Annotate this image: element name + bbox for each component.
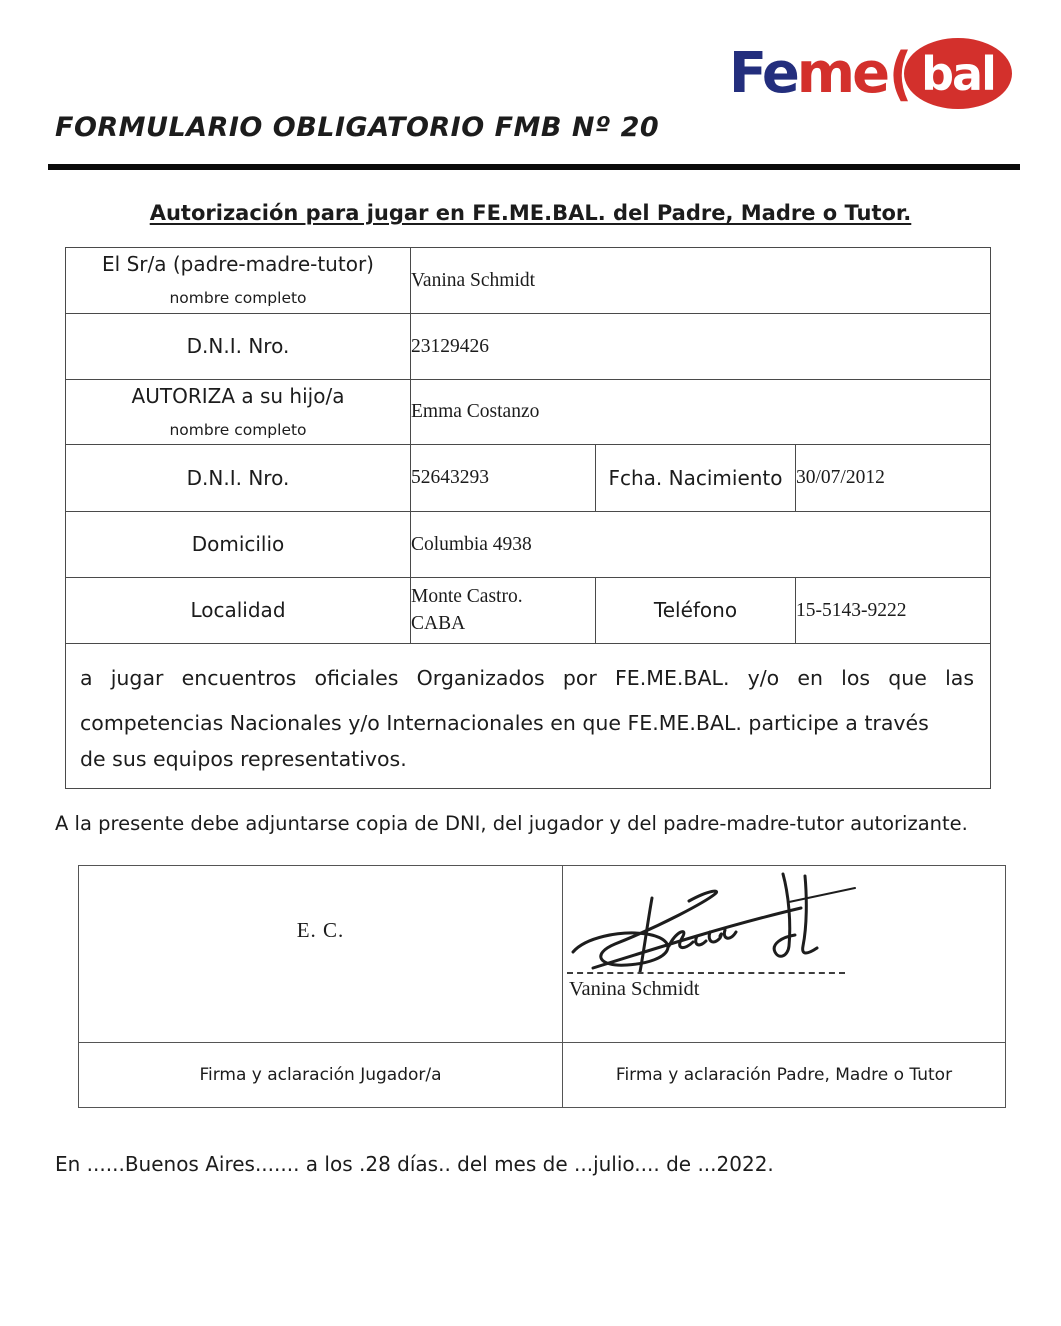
table-row [66,644,991,789]
field-value-locality: Monte Castro. CABA [411,578,596,644]
guardian-signature-cell [563,866,1006,1043]
authorization-paragraph: a jugar encuentros oficiales Organizados por FE.ME.BAL. y/o en los que las competencias Nacionales y/o Internacionales en que FE.ME.BAL. participe a través [80,666,975,735]
field-label-birthdate: Fcha. Nacimiento [596,445,796,512]
page-title: FORMULARIO OBLIGATORIO FMB Nº 20 [55,112,660,143]
field-value-birthdate: 30/07/2012 [796,445,991,512]
logo-text-me: me [796,40,888,106]
player-signature-caption: Firma y aclaración Jugador/a [79,1043,563,1108]
attachment-note: A la presente debe adjuntarse copia de DNI, del jugador y del padre-madre-tutor autorizante. [55,812,968,835]
field-label-authorizes: AUTORIZA a su hijo/a nombre completo [66,380,411,445]
table-row [66,248,991,314]
player-signature-cell: E. C. [79,866,563,1043]
table-row [66,380,991,445]
table-row [79,866,1006,1043]
logo-paren: ( [889,40,912,107]
field-label-locality: Localidad [66,578,411,644]
title-divider [48,164,1020,170]
guardian-signature-caption: Firma y aclaración Padre, Madre o Tutor [563,1043,1006,1108]
field-value-child-name: Emma Costanzo [411,380,991,445]
signature-table [78,865,1006,1108]
field-sublabel: nombre completo [169,289,307,308]
handwritten-signature [565,868,859,972]
logo-text-bal: bal [921,46,995,101]
field-value-child-dni: 52643293 [411,445,596,512]
authorization-paragraph-cell: a jugar encuentros oficiales Organizados por FE.ME.BAL. y/o en los que las competencias Nacionales y/o Internacionales en que FE.ME.BAL. participe a través de sus equipos representativos. [66,644,991,789]
authorization-form-table [65,247,991,789]
table-row [66,578,991,644]
field-value-guardian-dni: 23129426 [411,314,991,380]
table-row [79,1043,1006,1108]
field-label-guardian-dni: D.N.I. Nro. [66,314,411,380]
table-row [66,445,991,512]
logo-oval [904,38,1012,109]
field-value-phone: 15-5143-9222 [796,578,991,644]
field-label-phone: Teléfono [596,578,796,644]
guardian-signature-name: Vanina Schmidt [569,978,700,1000]
logo-text-fe: Fe [728,40,797,106]
table-row [66,512,991,578]
field-label-guardian: El Sr/a (padre-madre-tutor) nombre completo [66,248,411,314]
place-date-line: En ......Buenos Aires....... a los .28 días.. del mes de ...julio.... de ...2022. [55,1152,774,1176]
table-row [66,314,991,380]
section-heading: Autorización para jugar en FE.ME.BAL. del Padre, Madre o Tutor. [149,201,912,225]
field-label-child-dni: D.N.I. Nro. [66,445,411,512]
field-value-address: Columbia 4938 [411,512,991,578]
field-value-guardian-name: Vanina Schmidt [411,248,991,314]
femebal-logo [729,38,1012,109]
field-sublabel: nombre completo [169,420,307,439]
field-label-address: Domicilio [66,512,411,578]
signature-dashed-line [567,972,845,974]
